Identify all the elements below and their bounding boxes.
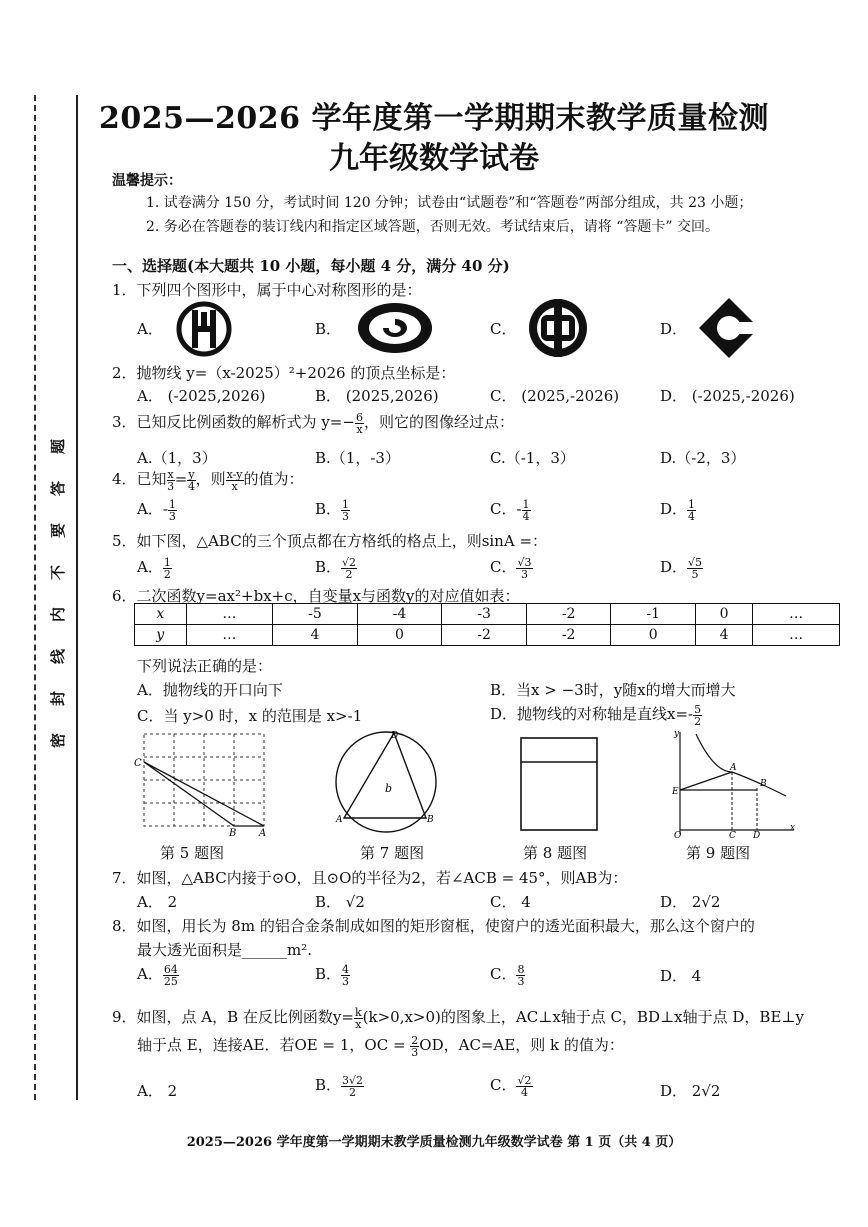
- q9-text: (k>0,x>0)的图象上，AC⊥x轴于点 C，BD⊥x轴于点 D，BE⊥y: [362, 1008, 804, 1026]
- opt-frac: [522, 499, 531, 522]
- fig9-label: E: [672, 787, 679, 797]
- opt-frac: [341, 964, 350, 987]
- q4-option-c: [490, 498, 531, 522]
- table-cell: 0: [357, 625, 442, 646]
- frac-den: x: [356, 422, 363, 436]
- q3-stem-b: ，则它的图像经过点：: [363, 413, 514, 431]
- frac-num: k: [354, 1005, 362, 1019]
- q3-fraction: [355, 412, 364, 435]
- question-5-stem: 5．如下图，△ABC的三个顶点都在方格纸的格点上，则sinA =：: [112, 532, 548, 550]
- q4-text: ，则: [195, 470, 226, 488]
- q8-option-c: [490, 963, 525, 987]
- table-cell: -2: [442, 625, 527, 646]
- frac-num: √3: [517, 555, 532, 569]
- fig9-label: B: [760, 779, 767, 789]
- frac-num: 4: [342, 962, 350, 976]
- q3-stem-a: 3．已知反比例函数的解析式为 y=−: [112, 413, 355, 431]
- frac-den: 4: [522, 509, 530, 523]
- opt-frac: [516, 964, 525, 987]
- q1-option-c: C．: [490, 320, 517, 338]
- frac-num: √2: [517, 1073, 532, 1087]
- table-cell: -2: [526, 625, 611, 646]
- fig9-label: C: [729, 831, 736, 838]
- q9-option-a: A． 2: [137, 1082, 178, 1100]
- question-7-stem: 7．如图，△ABC内接于⊙O，且⊙O的半径为2，若∠ACB = 45°，则AB为：: [112, 869, 628, 887]
- opt-label: C．: [490, 965, 517, 983]
- frac-den: 25: [163, 974, 178, 988]
- opt-label: B．: [315, 965, 342, 983]
- opt-frac: [163, 964, 179, 987]
- q7-option-c: C． 4: [490, 893, 531, 911]
- seal-char: 封: [49, 690, 68, 707]
- question-8-line1: 8．如图，用长为 8m 的铝合金条制成如图的矩形窗框，使窗户的透光面积最大，那么这个窗户的: [112, 917, 755, 935]
- table-cell: …: [186, 625, 273, 646]
- exam-subtitle: 九年级数学试卷: [329, 141, 539, 176]
- seal-char: 要: [49, 522, 68, 539]
- q5-option-d: [660, 556, 703, 580]
- frac-num: 1: [688, 497, 696, 511]
- fig5-label: B: [229, 828, 237, 836]
- table-cell: …: [186, 604, 273, 625]
- fig9-label: A: [730, 763, 737, 773]
- frac-num: y: [188, 467, 195, 481]
- frac-num: x: [167, 467, 174, 481]
- frac-num: √5: [688, 555, 703, 569]
- fig9-label: x: [790, 823, 796, 833]
- q6-option-d: [490, 703, 702, 727]
- opt-frac: [516, 557, 532, 580]
- opt-label: C．: [490, 1076, 517, 1094]
- q7-option-a: A． 2: [137, 893, 178, 911]
- fig7-label: b: [385, 782, 393, 795]
- section-heading: 一、选择题(本大题共 10 小题，每小题 4 分，满分 40 分): [112, 257, 510, 275]
- fig7-label: B: [427, 815, 434, 825]
- q2-option-c: C． (2025,-2026): [490, 387, 620, 405]
- q3-option-a: A.（1，3）: [137, 449, 217, 467]
- table-row-x: [135, 604, 840, 625]
- tips-label: 温馨提示：: [112, 173, 182, 189]
- binding-rule: [76, 95, 78, 1100]
- q3-option-b: B.（1，-3）: [315, 449, 400, 467]
- frac-num: 64: [163, 962, 178, 976]
- q4-option-b: [315, 498, 350, 522]
- opt-frac: [516, 1075, 532, 1098]
- frac-num: 2: [411, 1033, 419, 1047]
- fig9-label: O: [674, 831, 682, 838]
- q7-option-d: D． 2√2: [660, 893, 721, 911]
- q1-option-b: B．: [315, 320, 342, 338]
- question-4-stem: [112, 468, 304, 492]
- frac-den: 3: [520, 567, 528, 581]
- question-3-stem: [112, 411, 514, 435]
- frac-den: 2: [349, 1085, 357, 1099]
- seal-char: 线: [49, 648, 68, 665]
- table-cell: 4: [273, 625, 358, 646]
- figure-8-caption: 第 8 题图: [523, 844, 588, 862]
- opt-frac: [693, 704, 702, 727]
- opt-label: A．: [137, 965, 163, 983]
- q2-option-b: B． (2025,2026): [315, 387, 439, 405]
- bank-logo-a-icon: [175, 300, 233, 358]
- q9-text: 轴于点 E，连接AE．若OE = 1，OC =: [137, 1036, 411, 1054]
- figure-7-circle: [330, 730, 442, 836]
- table-cell: -2: [526, 604, 611, 625]
- q9-option-d: D． 2√2: [660, 1082, 721, 1100]
- opt-label: B．: [315, 558, 342, 576]
- bank-logo-d-icon: [697, 296, 761, 360]
- frac-den: 3: [517, 974, 525, 988]
- fig9-label: y: [674, 729, 680, 739]
- value-table: [134, 603, 840, 646]
- q4-text: =: [174, 470, 188, 488]
- table-cell: -3: [442, 604, 527, 625]
- q5-option-a: [137, 556, 172, 580]
- table-cell: -5: [273, 604, 358, 625]
- frac-num: 6: [355, 410, 363, 424]
- frac-den: 5: [691, 567, 699, 581]
- q9-frac-k: [354, 1007, 363, 1030]
- frac-num: 1: [522, 497, 530, 511]
- q9-option-b: [315, 1074, 364, 1098]
- frac-den: 3: [342, 974, 350, 988]
- table-cell: -4: [357, 604, 442, 625]
- q3-option-c: C.（-1，3）: [490, 449, 575, 467]
- fig9-label: D: [753, 831, 761, 838]
- q8-option-d: D． 4: [660, 967, 702, 985]
- table-cell: 4: [695, 625, 752, 646]
- fig5-label: C: [134, 758, 142, 769]
- q6-option-c: C．当 y>0 时，x 的范围是 x>-1: [137, 707, 363, 725]
- opt-label: C．-: [490, 500, 522, 518]
- opt-label: B．: [315, 500, 342, 518]
- q1-option-d: D．: [660, 320, 688, 338]
- frac-num: 8: [517, 962, 525, 976]
- question-9-line1: [112, 1006, 804, 1030]
- frac-den: 4: [688, 509, 696, 523]
- bank-logo-b-icon: [355, 300, 435, 356]
- figure-5-grid: [130, 730, 270, 836]
- q4-text: 4．已知: [112, 470, 167, 488]
- seal-char: 答: [49, 480, 68, 497]
- opt-frac: [341, 557, 357, 580]
- table-cell: …: [753, 604, 840, 625]
- q4-frac-xy: [226, 469, 244, 492]
- q2-option-a: A． (-2025,2026): [137, 387, 266, 405]
- q4-frac-x: [167, 469, 175, 492]
- figure-7-caption: 第 7 题图: [360, 844, 425, 862]
- question-9-line2: [137, 1034, 624, 1058]
- frac-den: 4: [520, 1085, 528, 1099]
- figure-8-window: [515, 735, 605, 835]
- opt-label: D．抛物线的对称轴是直线x=-: [490, 705, 694, 723]
- q9-option-c: [490, 1074, 533, 1098]
- fig7-label: D: [391, 731, 399, 741]
- bank-logo-c-icon: [526, 296, 590, 360]
- q6-option-a: A．抛物线的开口向下: [137, 681, 283, 699]
- q1-option-a: A．: [137, 320, 163, 338]
- q4-text: 的值为：: [243, 470, 304, 488]
- opt-label: A．-: [137, 500, 168, 518]
- frac-num: 1: [168, 497, 176, 511]
- q5-option-b: [315, 556, 357, 580]
- opt-frac: [341, 499, 350, 522]
- table-cell: y: [135, 625, 187, 646]
- frac-num: x-y: [226, 467, 243, 481]
- q2-option-d: D． (-2025,-2026): [660, 387, 795, 405]
- q9-frac-oc: [410, 1035, 419, 1058]
- question-8-line2: 最大透光面积是______m².: [137, 941, 313, 959]
- figure-9-caption: 第 9 题图: [686, 844, 751, 862]
- question-2-stem: 2．抛物线 y=（x-2025）²+2026 的顶点坐标是：: [112, 364, 456, 382]
- opt-frac: [341, 1075, 364, 1098]
- q6-option-b: B．当x > −3时，y随x的增大而增大: [490, 681, 736, 699]
- tip-item: 2. 务必在答题卷的装订线内和指定区域答题，否则无效。考试结束后，请将 “答题卡” 交回。: [146, 219, 720, 235]
- page-footer: 2025—2026 学年度第一学期期末教学质量检测九年级数学试卷 第 1 页（共 4 页）: [186, 1135, 682, 1150]
- tip-item: 1. 试卷满分 150 分，考试时间 120 分钟；试卷由“试题卷”和“答题卷”两部分组成，共 23 小题；: [146, 195, 753, 211]
- question-1-stem: 1．下列四个图形中，属于中心对称图形的是：: [112, 281, 422, 299]
- table-cell: 0: [695, 604, 752, 625]
- frac-den: 2: [163, 567, 171, 581]
- q5-option-c: [490, 556, 533, 580]
- q4-option-a: [137, 498, 177, 522]
- frac-den: 2: [694, 714, 702, 728]
- opt-frac: [687, 499, 696, 522]
- table-cell: x: [135, 604, 187, 625]
- opt-label: A．: [137, 558, 163, 576]
- table-cell: -1: [611, 604, 696, 625]
- frac-den: 3: [411, 1045, 419, 1059]
- q4-option-d: [660, 498, 696, 522]
- frac-den: 3: [168, 509, 176, 523]
- fig5-label: A: [259, 828, 267, 836]
- opt-label: C．: [490, 558, 517, 576]
- frac-den: x: [355, 1017, 362, 1031]
- frac-den: 3: [342, 509, 350, 523]
- opt-frac: [687, 557, 703, 580]
- fig7-label: A: [336, 815, 343, 825]
- frac-den: 2: [345, 567, 353, 581]
- seal-char: 密: [49, 732, 68, 749]
- opt-frac: [168, 499, 177, 522]
- frac-num: 1: [342, 497, 350, 511]
- frac-den: 4: [187, 479, 195, 493]
- seal-char: 不: [49, 564, 68, 581]
- binding-dashed-line: [34, 95, 36, 1100]
- q4-frac-y: [187, 469, 195, 492]
- seal-char: 题: [49, 438, 68, 455]
- frac-num: 1: [163, 555, 171, 569]
- frac-num: √2: [342, 555, 357, 569]
- q8-option-b: [315, 963, 350, 987]
- q7-option-b: B． √2: [315, 893, 365, 911]
- figure-5-caption: 第 5 题图: [160, 844, 225, 862]
- q9-text: 9．如图，点 A，B 在反比例函数y=: [112, 1008, 354, 1026]
- q6-prompt: 下列说法正确的是：: [137, 657, 273, 675]
- q9-text: OD，AC=AE，则 k 的值为：: [419, 1036, 624, 1054]
- exam-title: 2025—2026 学年度第一学期期末教学质量检测: [99, 101, 769, 136]
- frac-num: 3√2: [342, 1073, 364, 1087]
- frac-den: x: [231, 479, 238, 493]
- seal-char: 内: [49, 606, 68, 623]
- q3-option-d: D.（-2，3）: [660, 449, 746, 467]
- figure-9-graph: [664, 726, 804, 838]
- table-cell: …: [753, 625, 840, 646]
- opt-label: B．: [315, 1076, 342, 1094]
- table-cell: 0: [611, 625, 696, 646]
- opt-frac: [163, 557, 172, 580]
- opt-label: D．: [660, 558, 688, 576]
- question-6-stem: 6．二次函数y=ax²+bx+c，自变量x与函数y的对应值如表：: [112, 587, 520, 605]
- frac-den: 3: [167, 479, 175, 493]
- q8-option-a: [137, 963, 179, 987]
- opt-label: D．: [660, 500, 688, 518]
- frac-num: 5: [694, 702, 702, 716]
- table-row-y: [135, 625, 840, 646]
